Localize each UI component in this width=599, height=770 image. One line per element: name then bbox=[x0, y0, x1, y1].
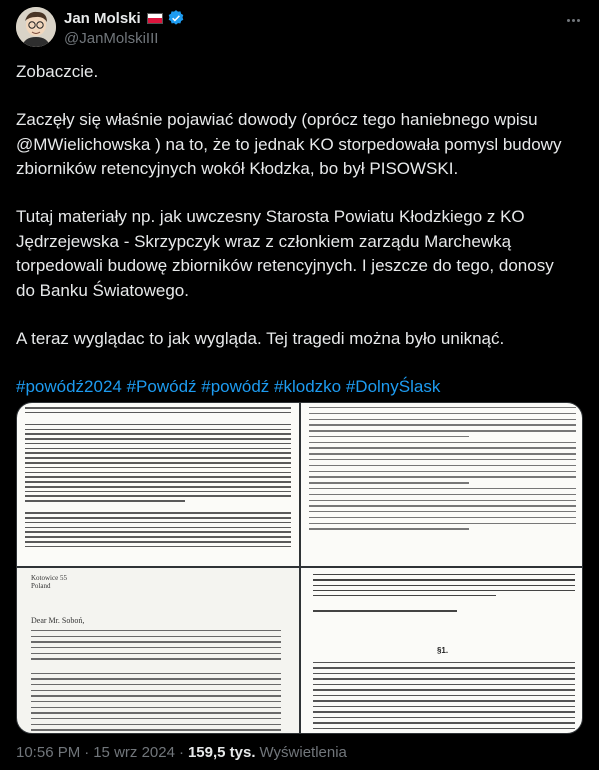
tweet-line: torpedowali budowę zbiorników retencyjnych. I jeszcze do tego, donosy bbox=[16, 256, 554, 275]
tweet-line: @MWielichowska ) na to, że to jednak KO storpedowała pomysl budowy bbox=[16, 134, 562, 154]
tweet-line: Jędrzejewska - Skrzypczyk wraz z członkiem zarządu Marchewką bbox=[16, 231, 512, 251]
verified-badge-icon bbox=[167, 9, 185, 27]
letter-address: Kotowice 55 Poland bbox=[31, 574, 67, 590]
avatar[interactable] bbox=[16, 7, 56, 47]
resolution-header-lines bbox=[313, 574, 575, 616]
media-grid[interactable] bbox=[16, 402, 583, 734]
author-handle[interactable]: @JanMolskiIII bbox=[64, 30, 159, 47]
author-name[interactable]: Jan Molski bbox=[64, 9, 141, 27]
tweet-footer bbox=[16, 744, 347, 761]
views-count: 159,5 tys. bbox=[187, 744, 256, 761]
tweet-line: do Banku Światowego. bbox=[16, 280, 189, 300]
letter-greeting: Dear Mr. Soboń, bbox=[31, 616, 85, 625]
author-info bbox=[64, 8, 185, 47]
document-image-2[interactable] bbox=[301, 403, 583, 566]
resolution-image[interactable] bbox=[301, 568, 583, 734]
tweet-time[interactable]: 10:56 PM bbox=[16, 744, 81, 761]
tweet-line: zbiorników retencyjnych wokół Kłodzka, bo był PISOWSKI. bbox=[16, 159, 459, 178]
tweet-line: Zaczęły się właśnie pojawiać dowody (oprócz tego haniebnego wpisu bbox=[16, 110, 538, 129]
tweet-text bbox=[16, 60, 583, 399]
document-text-lines bbox=[25, 407, 291, 550]
resolution-body-lines bbox=[313, 662, 575, 734]
separator: · bbox=[178, 744, 184, 761]
letter-image[interactable] bbox=[17, 568, 299, 734]
document-image-1[interactable] bbox=[17, 403, 299, 566]
hashtags[interactable]: #powódź2024 #Powódź #powódź #klodzko #DolnyŚlask bbox=[16, 376, 441, 396]
document-text-lines bbox=[309, 407, 576, 534]
tweet-header bbox=[16, 6, 583, 50]
views-label: Wyświetlenia bbox=[259, 744, 347, 761]
tweet-date[interactable]: 15 wrz 2024 bbox=[93, 744, 175, 761]
tweet-line: A teraz wyglądac to jak wygląda. Tej tragedi można było uniknąć. bbox=[16, 328, 505, 348]
resolution-section: §1. bbox=[436, 646, 449, 655]
tweet-line: Tutaj materiały np. jak uwczesny Starosta Powiatu Kłodzkiego z KO bbox=[16, 207, 525, 226]
letter-body-lines bbox=[31, 630, 281, 734]
poland-flag-icon bbox=[147, 13, 163, 24]
separator: · bbox=[84, 744, 90, 761]
tweet-line: Zobaczcie. bbox=[16, 62, 99, 81]
more-options-icon[interactable] bbox=[563, 10, 583, 30]
